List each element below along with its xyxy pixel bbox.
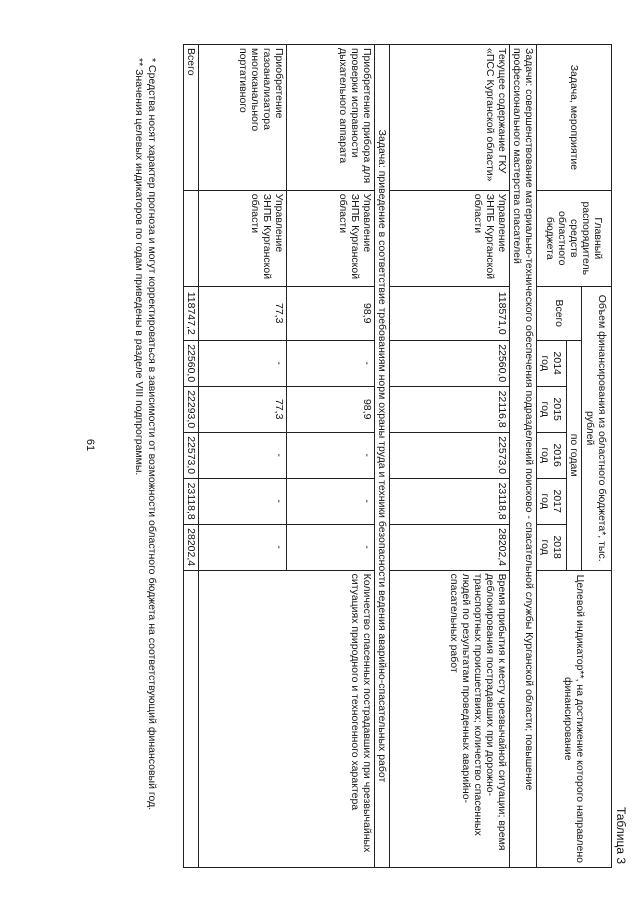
row-3-admin: Управление ЗНПБ Курганской области — [199, 190, 287, 286]
row-1-target: Время прибытия к месту чрезвычайной ситуации; время деблокирования пострадавших при дорожно-транспортных происшествиях; количество спасенных людей по результатам проведенных аварийно-спасательных работ — [390, 570, 510, 867]
totals-2014: 22560,0 — [184, 340, 199, 386]
totals-2018: 28202,4 — [184, 524, 199, 570]
row-1-task: Текущее содержание ГКУ «ПСС Курганской области» — [390, 45, 510, 191]
row-2-2016: - — [287, 432, 375, 478]
row-2-2015: 98,9 — [287, 386, 375, 432]
row-3-2018: - — [199, 524, 287, 570]
section-2-text: Задача: приведение в соответствие требованиям норм охраны труда и техники безопасности ведения аварийно-спасательных работ — [375, 45, 390, 868]
header-2015: 2015 год — [537, 386, 567, 432]
financing-table — [183, 44, 612, 868]
header-row-1 — [582, 45, 612, 868]
table-title: Таблица 3 — [614, 806, 628, 864]
totals-target-empty — [184, 570, 199, 867]
row-1-2015: 22116,8 — [390, 386, 510, 432]
row-1-2014: 22560,0 — [390, 340, 510, 386]
header-financing: Объем финансирования из областного бюджета*, тыс. рублей — [582, 286, 612, 570]
footnotes — [132, 44, 158, 868]
rotated-page — [120, 40, 630, 870]
row-2-task: Приобретение прибора для проверки исправности дыхательного аппарата — [287, 45, 375, 191]
row-2-target: Количество спасенных пострадавших при чрезвычайных ситуациях природного и техногенного характера — [199, 570, 375, 867]
section-row-2 — [375, 45, 390, 868]
row-3-2014: - — [199, 340, 287, 386]
header-2016: 2016 год — [537, 432, 567, 478]
page-number: 61 — [84, 438, 96, 452]
totals-label: Всего — [184, 45, 199, 191]
header-2017: 2017 год — [537, 478, 567, 524]
header-task: Задача, мероприятие — [537, 45, 612, 191]
section-1-text: Задачи: совершенствование материально-технического обеспечения подразделений поисково - спасательной службы Курганской области; повышение профессионального мастерства спасателей — [510, 45, 537, 868]
row-2-2018: - — [287, 524, 375, 570]
totals-row — [184, 45, 199, 868]
footnote-2: ** Значения целевых индикаторов по годам приведены в разделе VIII подпрограммы. — [133, 58, 145, 476]
row-2-2014: - — [287, 340, 375, 386]
header-by-years: по годам — [567, 340, 582, 570]
row-3-2017: - — [199, 478, 287, 524]
page-content — [120, 40, 630, 870]
header-total: Всего — [537, 286, 582, 340]
row-2-total: 98,9 — [287, 286, 375, 340]
table-row-2 — [287, 45, 375, 868]
totals-total: 118747,2 — [184, 286, 199, 340]
row-3-total: 77,3 — [199, 286, 287, 340]
header-target: Целевой индикатор**, на достижение которого направлено финансирование — [537, 570, 612, 867]
row-1-2017: 23118,8 — [390, 478, 510, 524]
header-2018: 2018 год — [537, 524, 567, 570]
row-3-2015: 77,3 — [199, 386, 287, 432]
footnote-1: * Средства носят характер прогноза и могут корректироваться в зависимости от возможности областного бюджета на соответствующий финансовый год. — [146, 58, 158, 811]
row-1-admin: Управление ЗНПБ Курганской области — [390, 190, 510, 286]
totals-2016: 22573,0 — [184, 432, 199, 478]
header-2014: 2014 год — [537, 340, 567, 386]
row-1-total: 118571,0 — [390, 286, 510, 340]
row-2-admin: Управление ЗНПБ Курганской области — [287, 190, 375, 286]
totals-admin-empty — [184, 190, 199, 286]
row-2-2017: - — [287, 478, 375, 524]
totals-2015: 22293,0 — [184, 386, 199, 432]
row-3-2016: - — [199, 432, 287, 478]
table-row-1 — [390, 45, 510, 868]
row-3-task: Приобретение газоанализатора многоканального портативного — [199, 45, 287, 191]
header-administrator: Главный распорядитель средств областного бюджета — [537, 190, 612, 286]
section-row-1 — [510, 45, 537, 868]
totals-2017: 23118,8 — [184, 478, 199, 524]
row-1-2018: 28202,4 — [390, 524, 510, 570]
row-1-2016: 22573,0 — [390, 432, 510, 478]
